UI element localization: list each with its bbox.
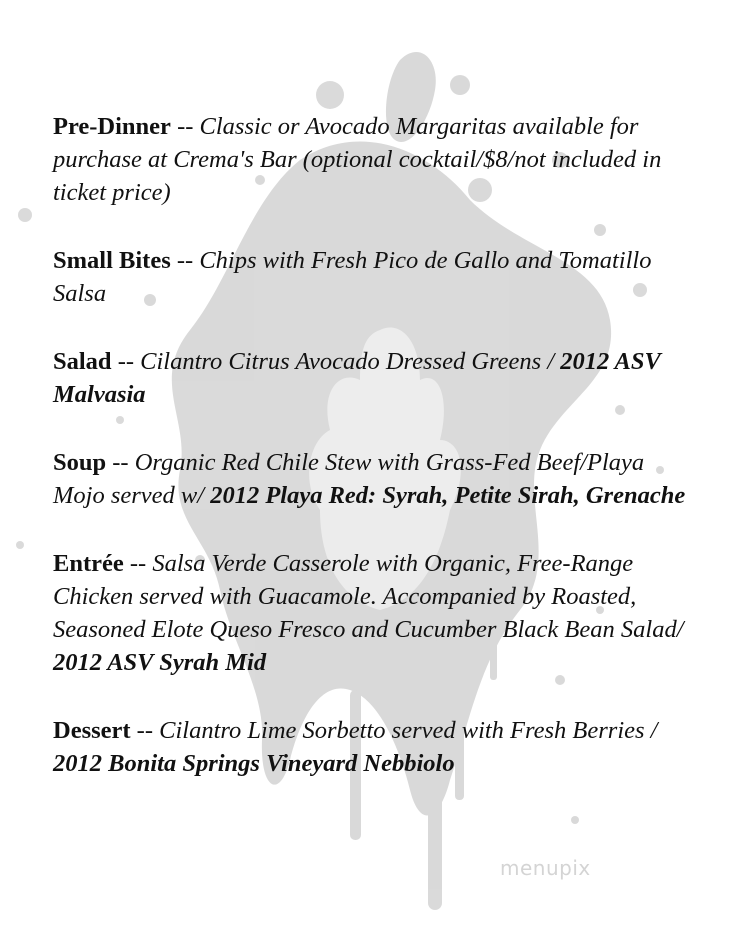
course-salad xyxy=(53,345,693,411)
wine-pairing: 2012 ASV Malvasia xyxy=(53,348,661,408)
course-separator: -- xyxy=(130,717,160,744)
wine-pairing: 2012 Bonita Springs Vineyard Nebbiolo xyxy=(53,750,455,777)
course-description: Cilantro Citrus Avocado Dressed Greens / xyxy=(140,348,561,375)
course-dessert xyxy=(53,714,693,780)
course-name: Dessert xyxy=(53,717,131,744)
course-name: Salad xyxy=(53,348,112,375)
course-description: Chips with Fresh Pico de Gallo and Tomatillo Salsa xyxy=(53,247,652,307)
course-separator: -- xyxy=(170,247,200,274)
menupix-watermark: menupix xyxy=(500,856,591,880)
course-separator: -- xyxy=(111,348,141,375)
course-description: Organic Red Chile Stew with Grass-Fed Beef/Playa Mojo served w/ xyxy=(53,449,645,509)
course-separator: -- xyxy=(123,550,153,577)
course-name: Small Bites xyxy=(53,247,171,274)
course-pre-dinner xyxy=(53,110,693,209)
wine-pairing: 2012 ASV Syrah Mid xyxy=(53,649,267,676)
course-description: Salsa Verde Casserole with Organic, Free-Range Chicken served with Guacamole. Accompanied by Roasted, Seasoned Elote Queso Fresco and Cucumber Black Bean Salad/ xyxy=(53,550,684,643)
wine-pairing: 2012 Playa Red: Syrah, Petite Sirah, Grenache xyxy=(210,482,686,509)
course-description: Cilantro Lime Sorbetto served with Fresh Berries / xyxy=(159,717,658,744)
course-description: Classic or Avocado Margaritas available for purchase at Crema's Bar (optional cocktail/$8/not included in ticket price) xyxy=(53,113,662,206)
course-name: Soup xyxy=(53,449,107,476)
course-entree xyxy=(53,547,693,679)
course-name: Pre-Dinner xyxy=(53,113,171,140)
course-separator: -- xyxy=(170,113,200,140)
course-name: Entrée xyxy=(53,550,124,577)
course-separator: -- xyxy=(106,449,135,476)
course-small-bites xyxy=(53,244,693,310)
course-soup xyxy=(53,446,693,512)
menu-courses xyxy=(53,110,693,815)
